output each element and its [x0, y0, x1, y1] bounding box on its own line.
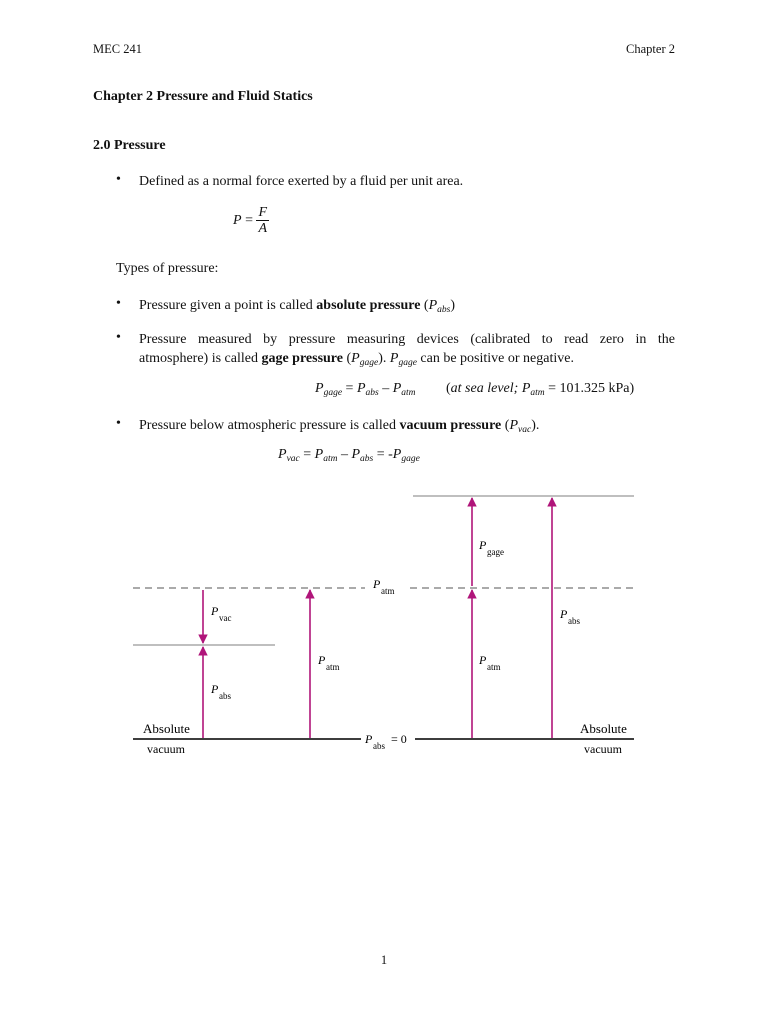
- svg-text:abs: abs: [219, 691, 231, 701]
- svg-text:= 0: = 0: [391, 732, 407, 746]
- label-p-abs-right: [559, 607, 580, 626]
- svg-text:P: P: [373, 577, 381, 591]
- label-vacuum-right: vacuum: [584, 742, 622, 756]
- label-p-atm-left: [317, 653, 340, 672]
- bullet-dot: •: [116, 330, 121, 345]
- formula-vacuum: $P_{vac} = P_{atm} - P_{abs} = -P_{gage}$: [278, 447, 420, 464]
- formula-gage: $P_{gage} = P_{abs} - P_{atm}$: [315, 381, 416, 398]
- svg-text:atm: atm: [381, 586, 395, 596]
- formula-denominator: A: [258, 221, 268, 236]
- term-vacuum-pressure: vacuum pressure: [399, 418, 502, 433]
- formula-lhs: P: [233, 213, 242, 229]
- svg-text:P: P: [318, 653, 326, 667]
- bullet-dot: •: [116, 296, 121, 311]
- label-p-vac: [210, 604, 232, 623]
- svg-text:atm: atm: [487, 662, 501, 672]
- svg-text:P: P: [211, 604, 219, 618]
- bullet-gage-line2: atmosphere) is called gage pressure $(P_{gage})$. $P_{gage}$ can be positive or negative.: [139, 351, 574, 368]
- label-p-atm-right: [478, 653, 501, 672]
- svg-text:P: P: [365, 732, 373, 746]
- bullet-gage-line1: Pressure measured by pressure measuring devices (calibrated to read zero in the: [139, 332, 675, 347]
- header-course-code: MEC 241: [93, 42, 142, 56]
- bullet-absolute-pressure: Pressure given a point is called absolute pressure $(P_{abs})$: [139, 298, 456, 315]
- section-heading: 2.0 Pressure: [93, 138, 166, 153]
- formula-numerator: F: [258, 205, 268, 220]
- bullet-vacuum-pressure: Pressure below atmospheric pressure is called vacuum pressure $(P_{vac})$.: [139, 418, 540, 435]
- header-chapter: Chapter 2: [626, 42, 675, 56]
- page-number: 1: [380, 953, 388, 967]
- term-absolute-pressure: absolute pressure: [316, 298, 421, 313]
- svg-text:abs: abs: [373, 741, 385, 751]
- svg-text:abs: abs: [568, 616, 580, 626]
- label-p-atm-top: [372, 577, 395, 596]
- svg-text:P: P: [479, 538, 487, 552]
- types-heading: Types of pressure:: [116, 261, 219, 276]
- term-gage-pressure: gage pressure: [261, 351, 343, 366]
- svg-text:P: P: [479, 653, 487, 667]
- svg-text:vac: vac: [219, 613, 232, 623]
- bullet-dot: •: [116, 172, 121, 187]
- bullet-dot: •: [116, 416, 121, 431]
- svg-text:P: P: [560, 607, 568, 621]
- label-vacuum-left: vacuum: [147, 742, 185, 756]
- svg-text:atm: atm: [326, 662, 340, 672]
- svg-text:P: P: [211, 682, 219, 696]
- formula-sea-level-note: (at sea level; $P_{atm} = 101.325$ kPa): [446, 381, 635, 398]
- formula-equals: =: [245, 213, 253, 229]
- label-absolute-left: Absolute: [143, 721, 190, 736]
- label-p-abs-zero: [364, 732, 407, 751]
- chapter-title: Chapter 2 Pressure and Fluid Statics: [93, 89, 313, 104]
- label-absolute-right: Absolute: [580, 721, 627, 736]
- svg-text:gage: gage: [487, 547, 504, 557]
- label-p-abs-left: [210, 682, 231, 701]
- bullet-pressure-definition: Defined as a normal force exerted by a fluid per unit area.: [139, 174, 464, 189]
- label-p-gage: [478, 538, 504, 557]
